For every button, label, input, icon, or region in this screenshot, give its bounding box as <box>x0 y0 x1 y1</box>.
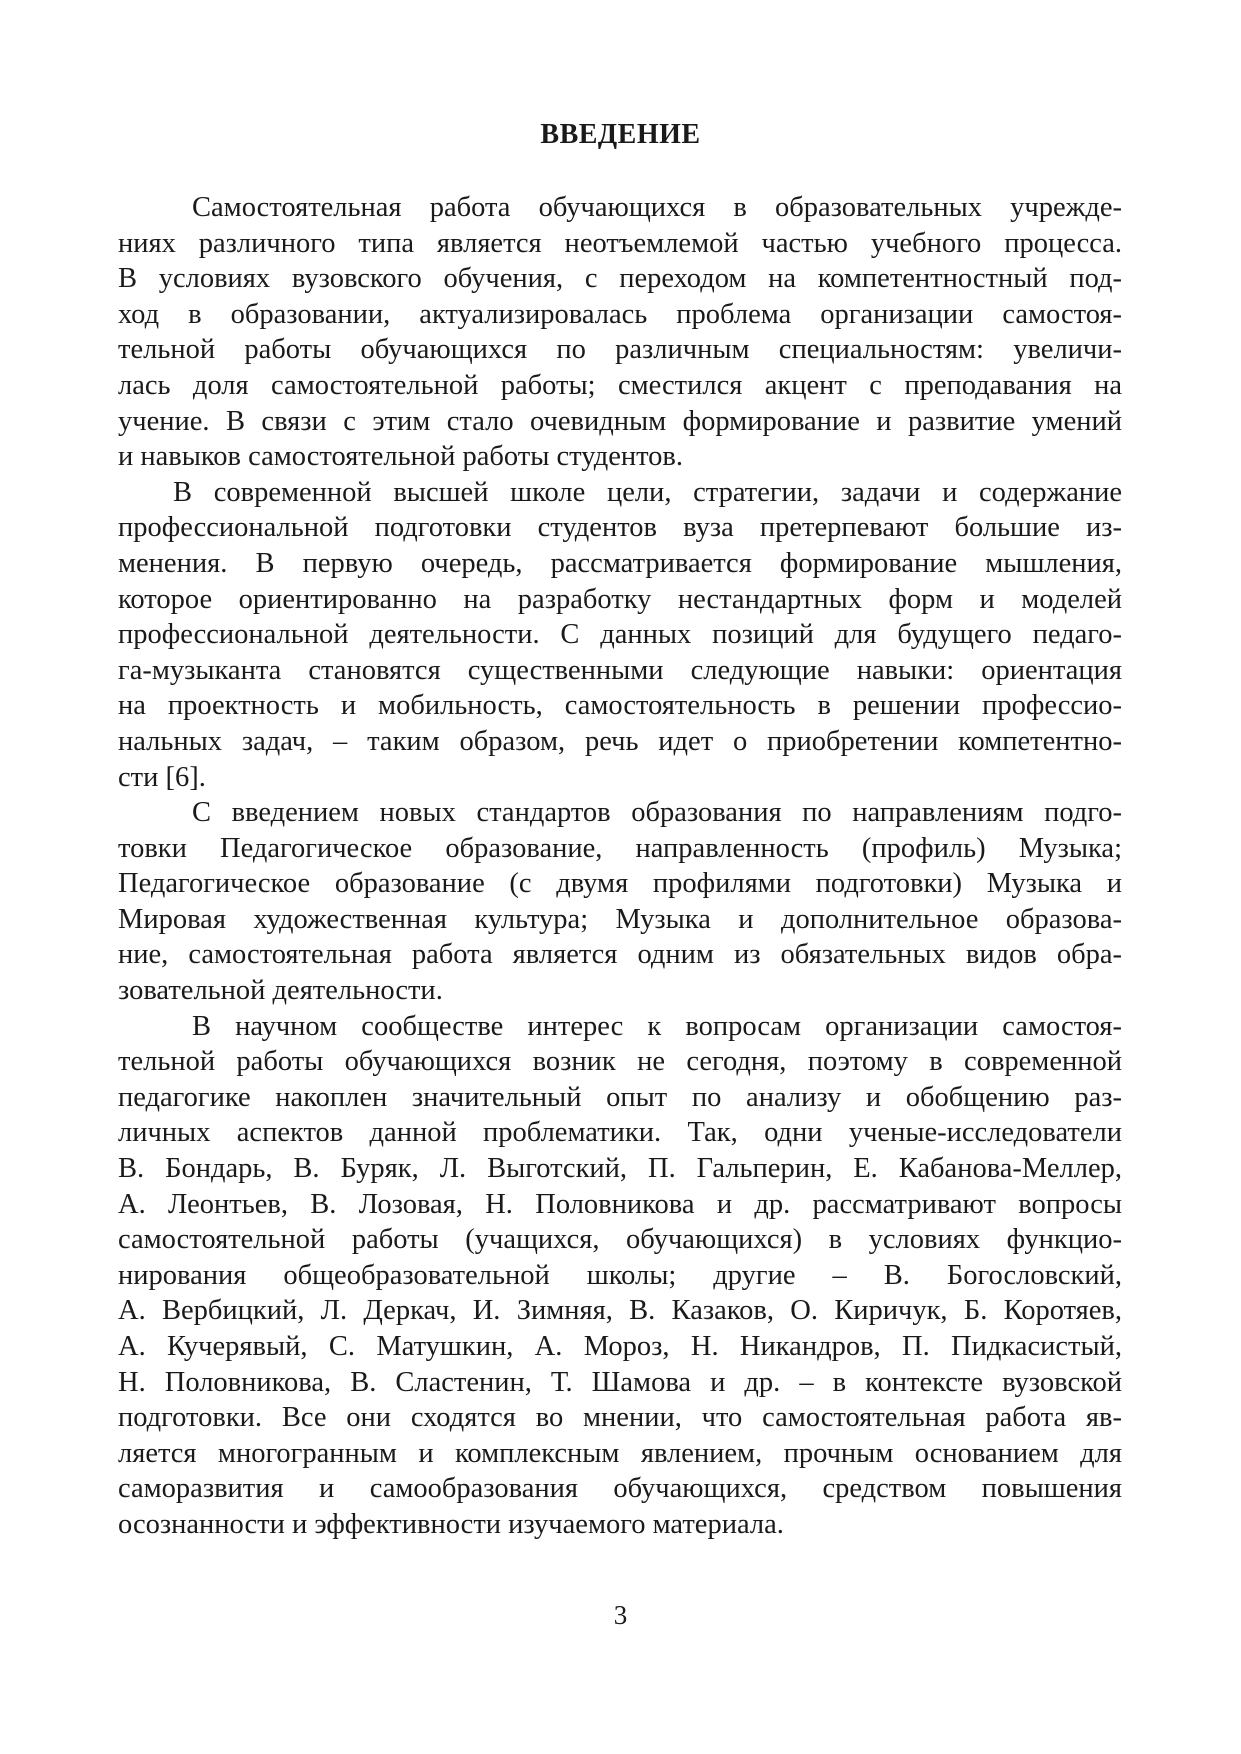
text-line: тельной работы обучающихся по различным специальностям: увеличи- <box>118 334 1122 366</box>
text-line: саморазвития и самообразования обучающихся, средством повышения <box>118 1473 1122 1505</box>
text-line: профессиональной подготовки студентов вуза претерпевают большие из- <box>118 512 1122 544</box>
text-line: ход в образовании, актуализировалась проблема организации самостоя- <box>118 298 1122 330</box>
paragraph-3 <box>118 795 1122 1009</box>
text-line: профессиональной деятельности. С данных позиций для будущего педаго- <box>118 619 1122 651</box>
text-line: ниях различного типа является неотъемлемой частью учебного процесса. <box>118 227 1122 259</box>
text-line: ние, самостоятельная работа является одним из обязательных видов обра- <box>118 939 1122 971</box>
text-line: А. Леонтьев, В. Лозовая, Н. Половникова и др. рассматривают вопросы <box>118 1188 1122 1220</box>
text-line: которое ориентированно на разработку нестандартных форм и моделей <box>118 583 1122 615</box>
text-line: зовательной деятельности. <box>118 975 443 1007</box>
body-text <box>118 190 1122 1543</box>
paragraph-1 <box>118 190 1122 475</box>
text-line: Н. Половникова, В. Сластенин, Т. Шамова и др. – в контексте вузовской <box>118 1366 1122 1398</box>
page-number: 3 <box>613 1600 628 1630</box>
text-line: нирования общеобразовательной школы; другие – В. Богословский, <box>118 1259 1122 1291</box>
text-line: педагогике накоплен значительный опыт по анализу и обобщению раз- <box>118 1081 1122 1113</box>
text-line: В научном сообществе интерес к вопросам организации самостоя- <box>192 1010 1122 1042</box>
paragraph-2 <box>118 475 1122 795</box>
text-line: В. Бондарь, В. Буряк, Л. Выготский, П. Гальперин, Е. Кабанова-Меллер, <box>118 1153 1122 1185</box>
text-line: и навыков самостоятельной работы студентов. <box>118 441 684 473</box>
text-line: ляется многогранным и комплексным явлением, прочным основанием для <box>118 1437 1122 1469</box>
text-line: менения. В первую очередь, рассматривается формирование мышления, <box>118 547 1122 579</box>
paragraph-4 <box>118 1009 1122 1543</box>
text-line: Самостоятельная работа обучающихся в образовательных учрежде- <box>192 192 1122 223</box>
text-line: Мировая художественная культура; Музыка и дополнительное образова- <box>118 903 1122 935</box>
text-line: тельной работы обучающихся возник не сегодня, поэтому в современной <box>118 1046 1122 1078</box>
text-line: лась доля самостоятельной работы; сместился акцент с преподавания на <box>118 369 1122 401</box>
text-line: личных аспектов данной проблематики. Так, одни ученые-исследователи <box>118 1117 1122 1149</box>
text-line: А. Кучерявый, С. Матушкин, А. Мороз, Н. Никандров, П. Пидкасистый, <box>118 1331 1122 1362</box>
text-line: подготовки. Все они сходятся во мнении, что самостоятельная работа яв- <box>118 1402 1122 1434</box>
text-line: товки Педагогическое образование, направленность (профиль) Музыка; <box>118 832 1122 864</box>
page-title: ВВЕДЕНИЕ <box>540 119 701 150</box>
text-line: С введением новых стандартов образования по направлениям подго- <box>192 797 1122 829</box>
text-line: нальных задач, – таким образом, речь идет о приобретении компетентно- <box>118 725 1122 757</box>
text-line: самостоятельной работы (учащихся, обучающихся) в условиях функцио- <box>118 1224 1122 1256</box>
text-line: га-музыканта становятся существенными следующие навыки: ориентация <box>118 654 1122 686</box>
text-line: В современной высшей школе цели, стратегии, задачи и содержание <box>173 476 1122 508</box>
text-line: Педагогическое образование (с двумя профилями подготовки) Музыка и <box>118 868 1122 900</box>
text-line: учение. В связи с этим стало очевидным формирование и развитие умений <box>118 405 1122 437</box>
text-line: А. Вербицкий, Л. Деркач, И. Зимняя, В. Казаков, О. Киричук, Б. Коротяев, <box>118 1295 1122 1327</box>
text-line: осознанности и эффективности изучаемого материала. <box>118 1508 784 1540</box>
text-line: В условиях вузовского обучения, с переходом на компетентностный под- <box>118 263 1122 295</box>
text-line: на проектность и мобильность, самостоятельность в решении профессио- <box>118 690 1122 722</box>
text-line: сти [6]. <box>118 761 206 793</box>
